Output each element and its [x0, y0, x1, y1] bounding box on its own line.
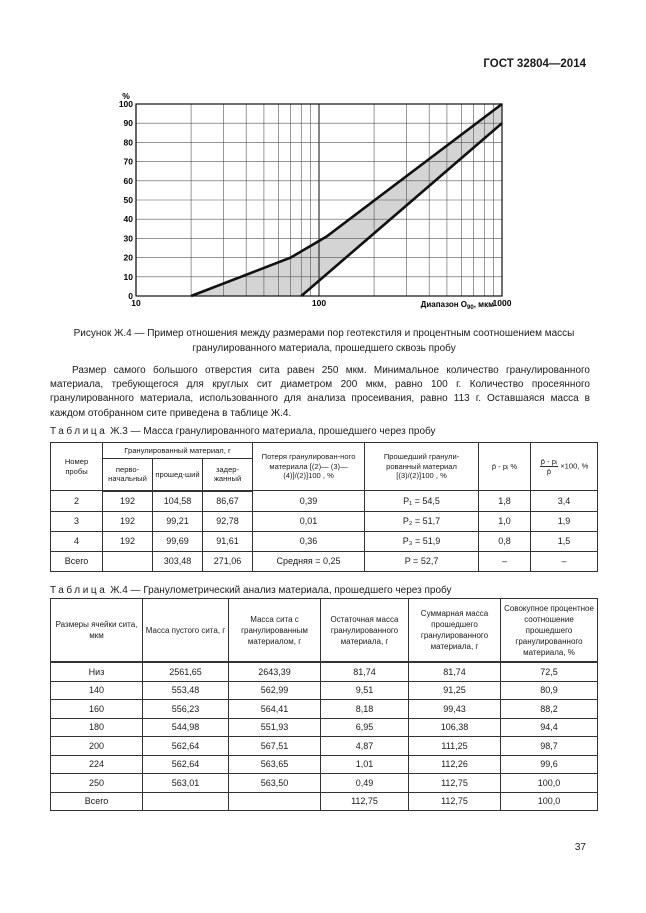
- cell: 99,6: [501, 755, 598, 774]
- cell: 92,78: [203, 511, 253, 531]
- cell: 80,9: [501, 681, 598, 700]
- cell: 91,61: [203, 531, 253, 551]
- th-sample-no: Номер пробы: [51, 443, 103, 491]
- cell: 4,87: [321, 737, 409, 756]
- table-row: [51, 531, 598, 551]
- cell: [229, 792, 321, 811]
- th-deviation: [479, 443, 531, 491]
- cell: 192: [103, 531, 153, 551]
- cell: 72,5: [501, 662, 598, 681]
- cell: 100,0: [501, 792, 598, 811]
- table-row: [51, 511, 598, 531]
- table-row: [51, 755, 598, 774]
- th-initial: перво-начальный: [103, 459, 153, 491]
- cell: 4: [51, 531, 103, 551]
- cell: 91,25: [409, 681, 501, 700]
- cell: 564,41: [229, 700, 321, 719]
- table1-title: Ж.3 — Масса гранулированного материала, прошедшего через пробу: [110, 426, 436, 437]
- cell: 1,8: [479, 491, 531, 512]
- y-tick-label: 20: [123, 252, 133, 263]
- relative-top: p̄ - pᵢ: [540, 457, 558, 466]
- th-sieve-mass: Масса сита с гранулированным материалом, г: [229, 599, 321, 663]
- cell: 562,99: [229, 681, 321, 700]
- cell: –: [531, 551, 598, 571]
- table-row: [51, 737, 598, 756]
- cell: [143, 792, 229, 811]
- cell: 180: [51, 718, 143, 737]
- cell: P₃ = 51,9: [365, 531, 479, 551]
- cell: 200: [51, 737, 143, 756]
- table1-label: Таблица: [50, 426, 108, 437]
- cell: 81,74: [409, 662, 501, 681]
- cell: 562,64: [143, 737, 229, 756]
- cell: 563,01: [143, 774, 229, 793]
- y-tick-label: 90: [123, 118, 133, 129]
- cell: 6,95: [321, 718, 409, 737]
- th-residual-mass: Остаточная масса гранулированного материала, г: [321, 599, 409, 663]
- y-tick-label: 40: [123, 214, 133, 225]
- cell: 88,2: [501, 700, 598, 719]
- cell: 98,7: [501, 737, 598, 756]
- cell: 0,49: [321, 774, 409, 793]
- table-mass-granular: [50, 442, 598, 572]
- cell: 106,38: [409, 718, 501, 737]
- cell: 551,93: [229, 718, 321, 737]
- cell: 111,25: [409, 737, 501, 756]
- cell: 303,48: [153, 551, 203, 571]
- cell: P₂ = 51,7: [365, 511, 479, 531]
- y-axis-label: %: [122, 91, 130, 101]
- cell: 112,75: [321, 792, 409, 811]
- table1-caption: [50, 426, 436, 437]
- figure-caption: [50, 326, 598, 356]
- cell: 563,50: [229, 774, 321, 793]
- cell: 1,5: [531, 531, 598, 551]
- th-loss: Потеря гранулирован-ного материала [(2)— (3)—(4)]/(2)]100 , %: [253, 443, 365, 491]
- table-row: [51, 792, 598, 811]
- cell: 2: [51, 491, 103, 512]
- cell: 0,01: [253, 511, 365, 531]
- cell: 0,8: [479, 531, 531, 551]
- cell: –: [479, 551, 531, 571]
- chart: [112, 86, 532, 311]
- table-row-total: [51, 551, 598, 571]
- cell: 0,39: [253, 491, 365, 512]
- caption-line-1: Рисунок Ж.4 — Пример отношения между размерами пор геотекстиля и процентным соотношением массы: [73, 328, 575, 339]
- cell: 99,69: [153, 531, 203, 551]
- cell: 1,01: [321, 755, 409, 774]
- cell: 192: [103, 491, 153, 512]
- cell: 99,21: [153, 511, 203, 531]
- cell: P = 52,7: [365, 551, 479, 571]
- cell: 250: [51, 774, 143, 793]
- table-granulometric: [50, 598, 598, 811]
- cell: 563,65: [229, 755, 321, 774]
- cell: 562,64: [143, 755, 229, 774]
- y-tick-label: 60: [123, 175, 133, 186]
- cell: 160: [51, 700, 143, 719]
- cell: P₁ = 54,5: [365, 491, 479, 512]
- cell: 567,51: [229, 737, 321, 756]
- table2-title: Ж.4 — Гранулометрический анализ материала, прошедшего через пробу: [110, 585, 452, 596]
- x-tick-label: 10: [131, 298, 141, 308]
- table-row: [51, 662, 598, 681]
- cell: [103, 551, 153, 571]
- cell: Средняя = 0,25: [253, 551, 365, 571]
- cell: 192: [103, 511, 153, 531]
- cell: 100,0: [501, 774, 598, 793]
- cell: 99,43: [409, 700, 501, 719]
- cell: 86,67: [203, 491, 253, 512]
- th-mesh-size: Размеры ячейки сита, мкм: [51, 599, 143, 663]
- cell: 112,26: [409, 755, 501, 774]
- table-row: [51, 491, 598, 512]
- th-passed-pct: Прошедший гранули-рованный материал [(3)/(2)]100 , %: [365, 443, 479, 491]
- cell: 9,51: [321, 681, 409, 700]
- cell: 104,58: [153, 491, 203, 512]
- relative-unit: ×100, %: [560, 461, 589, 471]
- x-axis-label: Диапазон $O_{90}$, мкм: [420, 300, 494, 311]
- table-row: [51, 681, 598, 700]
- th-granular-group: Гранулированный материал, г: [103, 443, 253, 459]
- th-cumulative-pct: Совокупное процентное соотношение прошедшего гранулированного материала, %: [501, 599, 598, 663]
- th-retained: задер-жанный: [203, 459, 253, 491]
- deviation-formula: [492, 462, 517, 471]
- table-row: [51, 718, 598, 737]
- y-tick-label: 70: [123, 156, 133, 167]
- x-tick-label: 100: [311, 298, 327, 308]
- cell: 81,74: [321, 662, 409, 681]
- cell: 94,4: [501, 718, 598, 737]
- table2-label: Таблица: [50, 585, 108, 596]
- cell: 8,18: [321, 700, 409, 719]
- table2-caption: [50, 585, 452, 596]
- cell: 544,98: [143, 718, 229, 737]
- deviation-top: p̄ - pᵢ: [491, 462, 509, 472]
- deviation-unit: %: [510, 462, 518, 472]
- cell: 140: [51, 681, 143, 700]
- cell: 553,48: [143, 681, 229, 700]
- cell: 1,9: [531, 511, 598, 531]
- page-number: 37: [574, 842, 586, 853]
- relative-bottom: p̄: [546, 467, 552, 476]
- cell: 2643,39: [229, 662, 321, 681]
- cell: 556,23: [143, 700, 229, 719]
- y-tick-label: 50: [123, 195, 133, 205]
- cell: Низ: [51, 662, 143, 681]
- cell: Всего: [51, 551, 103, 571]
- cell: 224: [51, 755, 143, 774]
- cell: 1,0: [479, 511, 531, 531]
- y-tick-label: 80: [123, 137, 133, 148]
- th-relative: [531, 443, 598, 491]
- standard-code: ГОСТ 32804—2014: [483, 58, 586, 70]
- th-passed: прошед-ший: [153, 459, 203, 491]
- table-row: [51, 774, 598, 793]
- cell: 0,36: [253, 531, 365, 551]
- cell: 2561,65: [143, 662, 229, 681]
- cell: 3,4: [531, 491, 598, 512]
- series-line-2: [301, 123, 502, 296]
- body-paragraph: Размер самого большого отверстия сита равен 250 мкм. Минимальное количество гранулированного материала, требующегося для круглых сит диаметром 200 мкм, равно 100 г. Количество просеянного гранулированного материала, использованного для анализа просеивания, равно 113 г. Оставшаяся масса в каждом отобранном сите приведена в таблице Ж.4.: [50, 365, 590, 419]
- y-tick-label: 100: [118, 99, 133, 109]
- y-tick-label: 30: [123, 233, 133, 244]
- y-tick-label: 10: [123, 271, 133, 282]
- table-row: [51, 700, 598, 719]
- th-empty-mass: Масса пустого сита, г: [143, 599, 229, 663]
- relative-fraction: [540, 457, 558, 476]
- y-tick-label: 0: [128, 291, 133, 301]
- cell: 3: [51, 511, 103, 531]
- th-total-passed: Суммарная масса прошедшего гранулированного материала, г: [409, 599, 501, 663]
- cell: 112,75: [409, 792, 501, 811]
- cell: 112,75: [409, 774, 501, 793]
- caption-line-2: гранулированного материала, прошедшего сквозь пробу: [192, 343, 456, 354]
- cell: 271,06: [203, 551, 253, 571]
- cell: Всего: [51, 792, 143, 811]
- x-tick-label: 1000: [492, 298, 512, 308]
